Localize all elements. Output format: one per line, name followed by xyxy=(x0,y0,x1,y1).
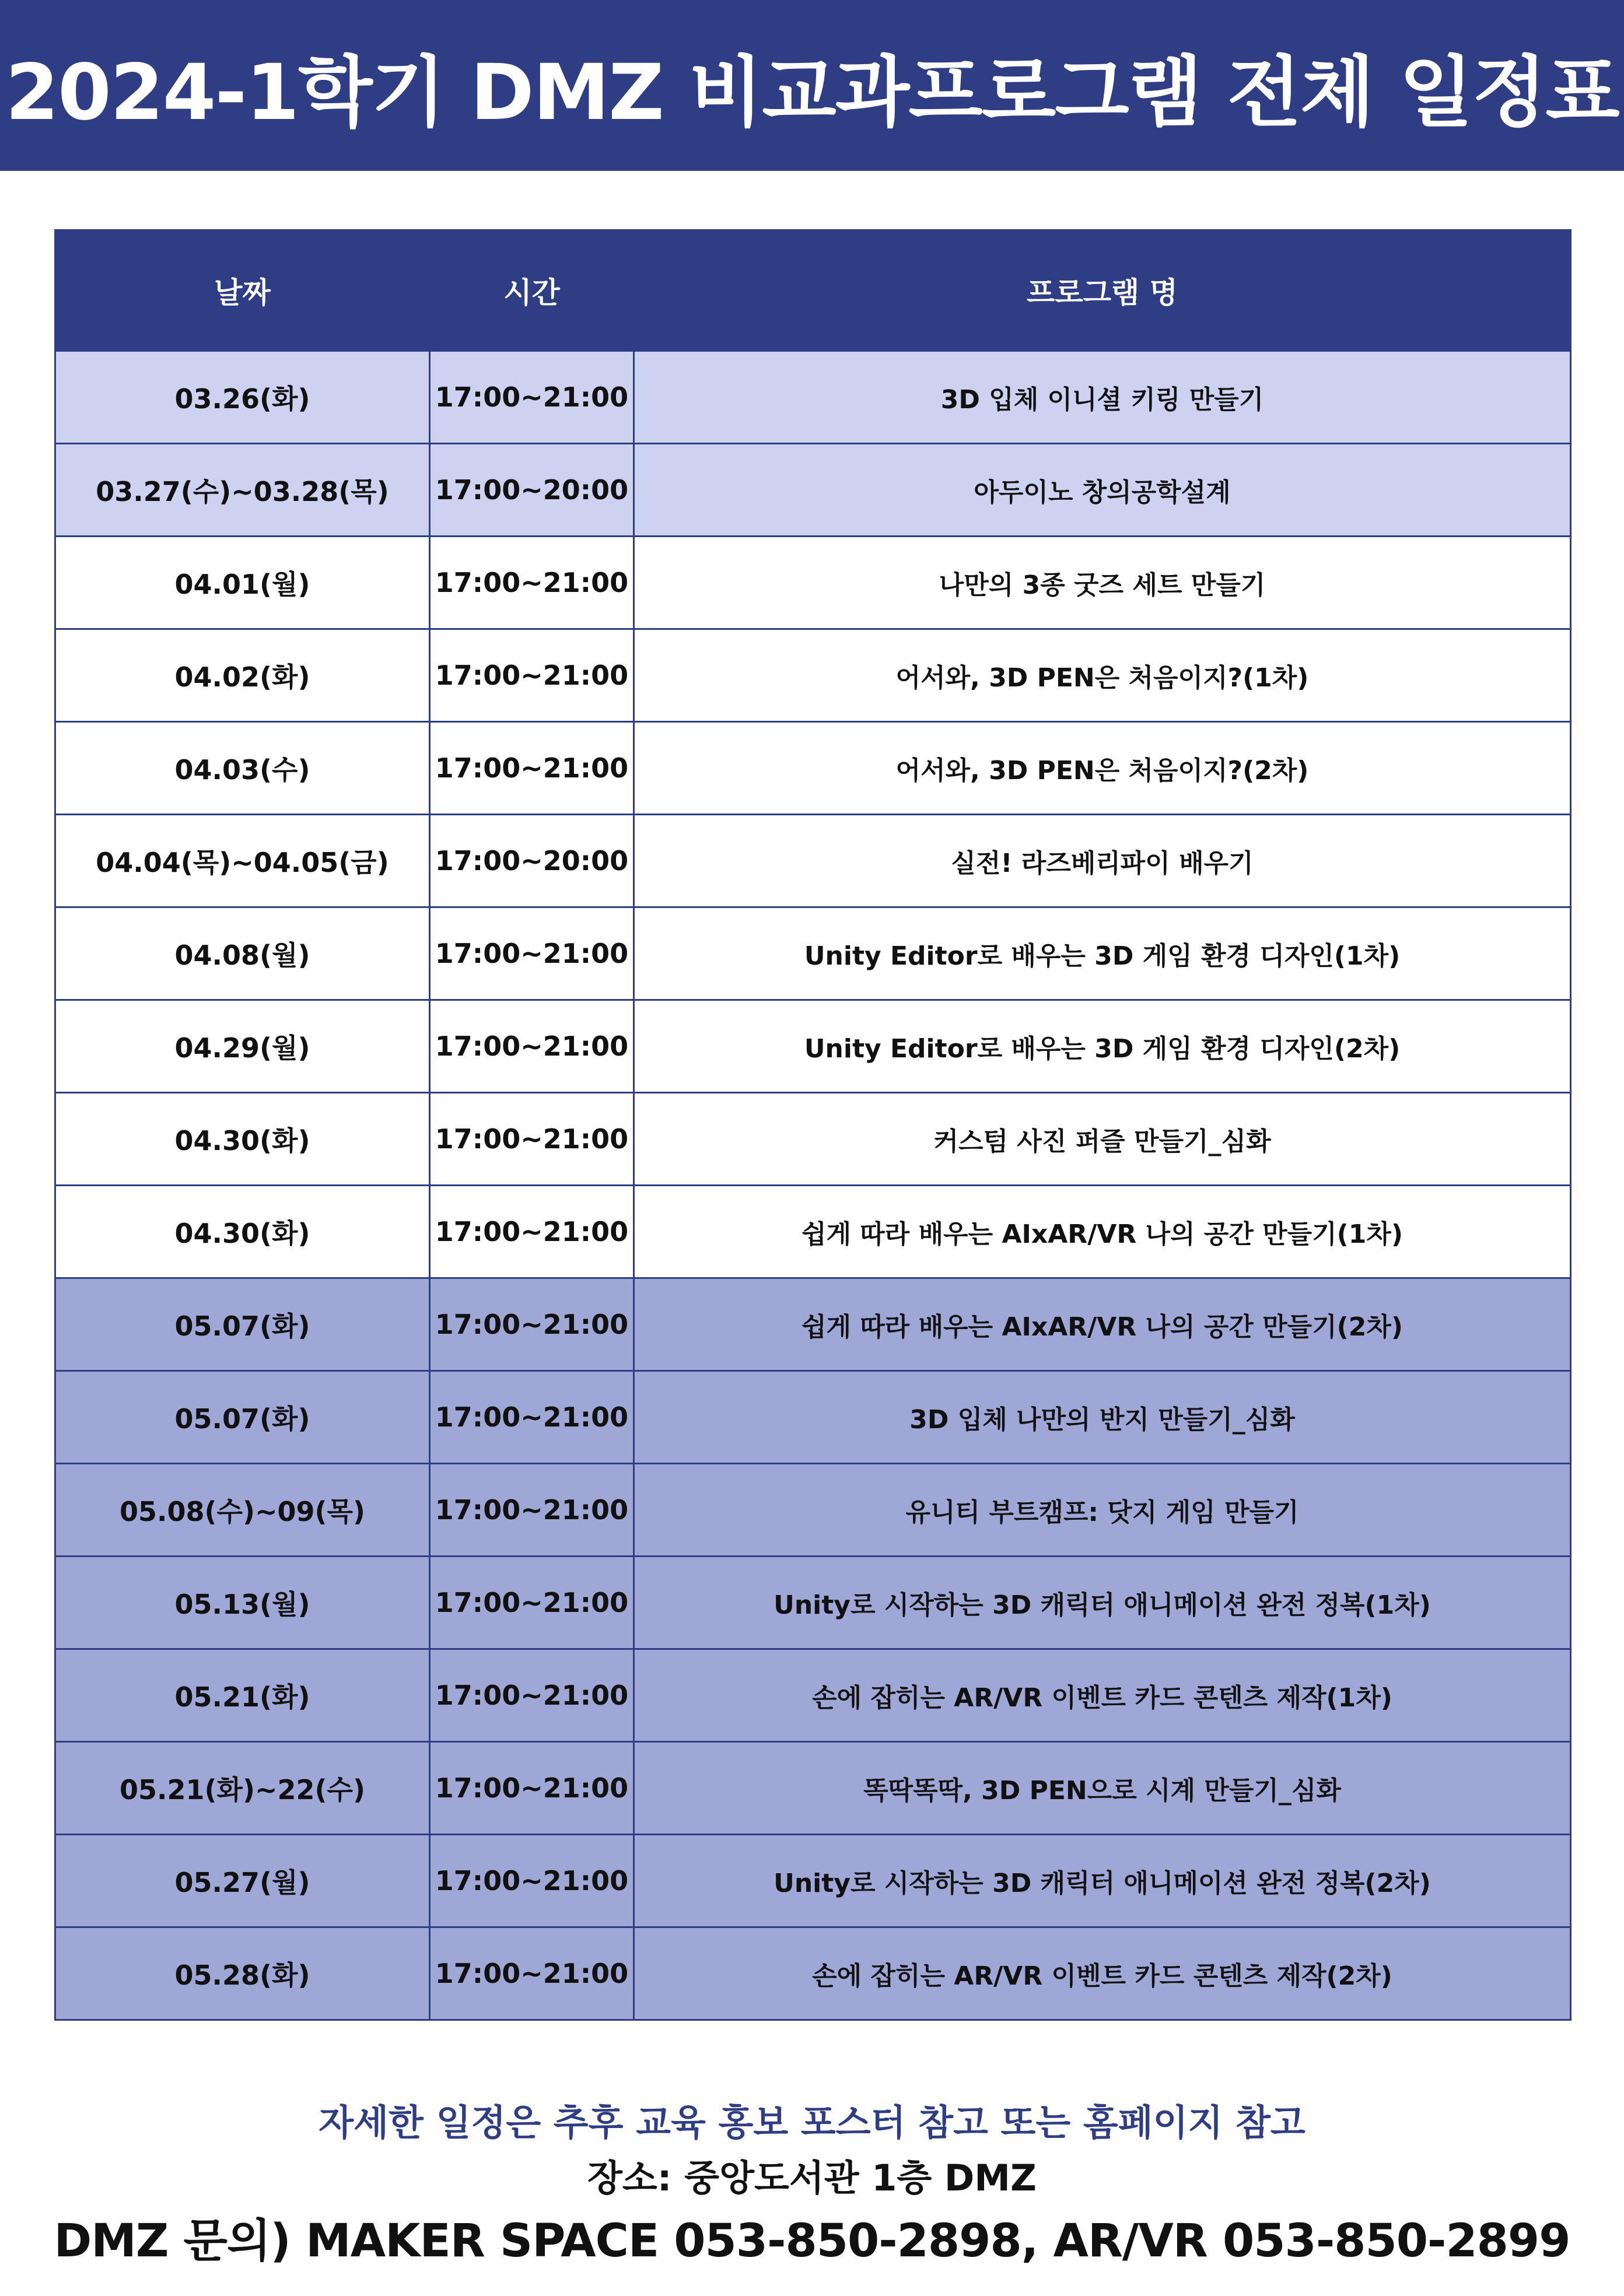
table-row xyxy=(55,629,1571,722)
date-cell: 05.08(수)~09(목) xyxy=(55,1464,430,1557)
time-cell: 17:00~21:00 xyxy=(430,537,634,629)
time-cell: 17:00~21:00 xyxy=(430,1371,634,1464)
date-cell: 04.08(월) xyxy=(55,907,430,1000)
date-cell: 04.29(월) xyxy=(55,1000,430,1093)
program-cell: 아두이노 창의공학설계 xyxy=(634,444,1571,537)
table-row xyxy=(55,1000,1571,1093)
date-cell: 05.27(월) xyxy=(55,1835,430,1927)
contact-text: DMZ 문의) MAKER SPACE 053-850-2898, AR/VR 053-850-2899 xyxy=(54,2215,1570,2267)
table-row xyxy=(55,444,1571,537)
time-cell: 17:00~21:00 xyxy=(430,1927,634,2020)
program-cell: 3D 입체 나만의 반지 만들기_심화 xyxy=(634,1371,1571,1464)
table-row xyxy=(55,1835,1571,1927)
time-cell: 17:00~21:00 xyxy=(430,1649,634,1742)
program-cell: 쉽게 따라 배우는 AIxAR/VR 나의 공간 만들기(2차) xyxy=(634,1278,1571,1371)
schedule-note: 자세한 일정은 추후 교육 홍보 포스터 참고 또는 홈페이지 참고 xyxy=(318,2101,1306,2144)
time-cell: 17:00~21:00 xyxy=(430,722,634,815)
date-cell: 03.27(수)~03.28(목) xyxy=(55,444,430,537)
table-header-row xyxy=(55,230,1571,351)
program-cell: Unity로 시작하는 3D 캐릭터 애니메이션 완전 정복(2차) xyxy=(634,1835,1571,1927)
table-row xyxy=(55,1927,1571,2020)
table-row xyxy=(55,1557,1571,1649)
table-row xyxy=(55,351,1571,444)
date-cell: 04.02(화) xyxy=(55,629,430,722)
table-row xyxy=(55,1649,1571,1742)
date-cell: 05.13(월) xyxy=(55,1557,430,1649)
date-cell: 03.26(화) xyxy=(55,351,430,444)
program-cell: 커스텀 사진 퍼즐 만들기_심화 xyxy=(634,1093,1571,1186)
time-cell: 17:00~21:00 xyxy=(430,629,634,722)
date-cell: 04.04(목)~04.05(금) xyxy=(55,815,430,907)
location-text: 장소: 중앙도서관 1층 DMZ xyxy=(587,2157,1037,2199)
program-cell: 나만의 3종 굿즈 세트 만들기 xyxy=(634,537,1571,629)
time-cell: 17:00~21:00 xyxy=(430,351,634,444)
date-cell: 04.03(수) xyxy=(55,722,430,815)
table-row xyxy=(55,907,1571,1000)
program-cell: 어서와, 3D PEN은 처음이지?(2차) xyxy=(634,722,1571,815)
time-cell: 17:00~21:00 xyxy=(430,1000,634,1093)
date-cell: 04.30(화) xyxy=(55,1186,430,1278)
table-row xyxy=(55,1093,1571,1186)
time-cell: 17:00~21:00 xyxy=(430,907,634,1000)
program-cell: 유니티 부트캠프: 닷지 게임 만들기 xyxy=(634,1464,1571,1557)
time-cell: 17:00~20:00 xyxy=(430,815,634,907)
program-cell: 손에 잡히는 AR/VR 이벤트 카드 콘텐츠 제작(1차) xyxy=(634,1649,1571,1742)
time-cell: 17:00~21:00 xyxy=(430,1464,634,1557)
column-header-time: 시간 xyxy=(430,230,634,351)
date-cell: 04.30(화) xyxy=(55,1093,430,1186)
table-row xyxy=(55,1278,1571,1371)
date-cell: 05.07(화) xyxy=(55,1371,430,1464)
table-row xyxy=(55,1464,1571,1557)
table-row xyxy=(55,722,1571,815)
program-cell: Unity Editor로 배우는 3D 게임 환경 디자인(1차) xyxy=(634,907,1571,1000)
time-cell: 17:00~21:00 xyxy=(430,1835,634,1927)
table-row xyxy=(55,537,1571,629)
title-banner xyxy=(0,0,1624,171)
program-cell: Unity로 시작하는 3D 캐릭터 애니메이션 완전 정복(1차) xyxy=(634,1557,1571,1649)
date-cell: 05.07(화) xyxy=(55,1278,430,1371)
time-cell: 17:00~21:00 xyxy=(430,1093,634,1186)
time-cell: 17:00~21:00 xyxy=(430,1186,634,1278)
table-row xyxy=(55,1742,1571,1835)
program-cell: 손에 잡히는 AR/VR 이벤트 카드 콘텐츠 제작(2차) xyxy=(634,1927,1571,2020)
program-cell: 3D 입체 이니셜 키링 만들기 xyxy=(634,351,1571,444)
date-cell: 05.21(화)~22(수) xyxy=(55,1742,430,1835)
time-cell: 17:00~21:00 xyxy=(430,1557,634,1649)
time-cell: 17:00~21:00 xyxy=(430,1278,634,1371)
program-cell: Unity Editor로 배우는 3D 게임 환경 디자인(2차) xyxy=(634,1000,1571,1093)
date-cell: 05.28(화) xyxy=(55,1927,430,2020)
date-cell: 04.01(월) xyxy=(55,537,430,629)
column-header-date: 날짜 xyxy=(55,230,430,351)
program-cell: 똑딱똑딱, 3D PEN으로 시계 만들기_심화 xyxy=(634,1742,1571,1835)
program-cell: 실전! 라즈베리파이 배우기 xyxy=(634,815,1571,907)
time-cell: 17:00~21:00 xyxy=(430,1742,634,1835)
program-cell: 어서와, 3D PEN은 처음이지?(1차) xyxy=(634,629,1571,722)
date-cell: 05.21(화) xyxy=(55,1649,430,1742)
table-row xyxy=(55,1186,1571,1278)
program-cell: 쉽게 따라 배우는 AIxAR/VR 나의 공간 만들기(1차) xyxy=(634,1186,1571,1278)
table-row xyxy=(55,815,1571,907)
schedule-table xyxy=(54,229,1572,2021)
column-header-program: 프로그램 명 xyxy=(634,230,1571,351)
page-title: 2024-1학기 DMZ 비교과프로그램 전체 일정표 xyxy=(5,47,1619,138)
time-cell: 17:00~20:00 xyxy=(430,444,634,537)
table-row xyxy=(55,1371,1571,1464)
